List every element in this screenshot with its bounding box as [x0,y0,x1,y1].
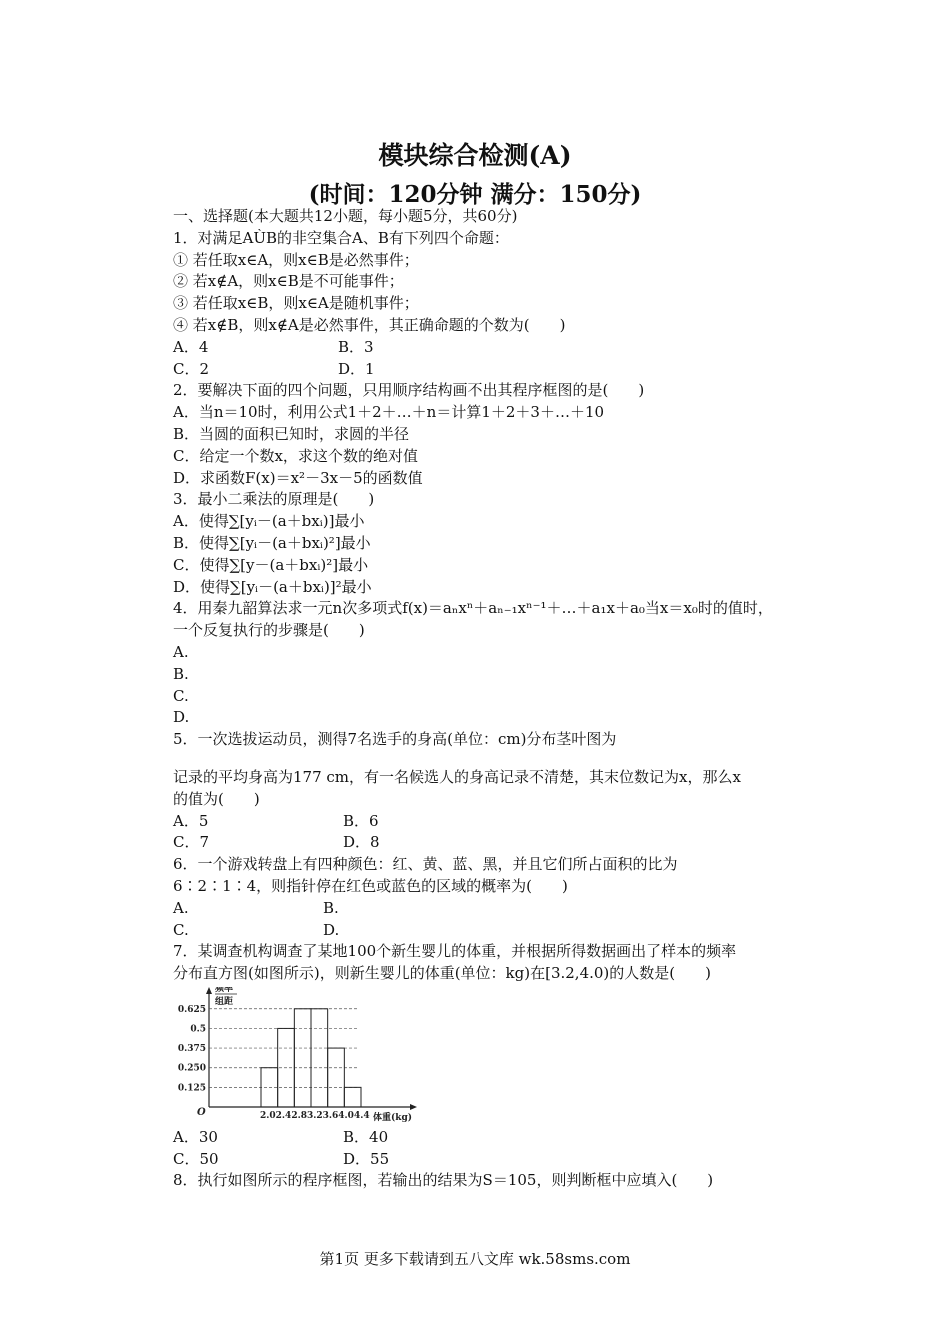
y-axis-label-top: 频率 [215,986,234,994]
y-tick-label: 0.375 [177,1043,206,1054]
x-axis-label: 体重(kg) [373,1112,413,1123]
histogram-svg [173,987,433,1127]
q4-option-d: D. [173,708,190,727]
q5-option-c: C．7 [173,833,210,852]
y-tick-label: 0.5 [190,1024,206,1035]
q5-option-a: A．5 [173,811,209,830]
histogram-bar [344,1087,361,1107]
q7-option-a: A．30 [173,1127,218,1146]
q6-option-c: C. [173,920,189,939]
q4-option-b: B. [173,664,189,683]
q3-stem: 3．最小二乘法的原理是( ) [173,490,375,509]
q1-options-ab [173,337,823,359]
y-axis-label-bottom: 组距 [215,996,234,1007]
q2-option-c: C．给定一个数x，求这个数的绝对值 [173,446,418,465]
q5-stem-line-2: 记录的平均身高为177 cm，有一名候选人的身高记录不清楚，其末位数记为x，那么x [173,767,741,786]
q4-stem-line-2: 一个反复执行的步骤是( ) [173,621,365,640]
q4-option-c: C. [173,686,189,705]
q7-option-b: B．40 [343,1127,389,1146]
q2-option-d: D．求函数F(x)＝x²－3x－5的函数值 [173,468,423,487]
section-heading: 一、选择题(本大题共12小题，每小题5分，共60分) [173,207,518,225]
page-footer: 第1页 更多下载请到五八文库 wk.58sms.com [319,1250,631,1268]
q8-stem: 8．执行如图所示的程序框图，若输出的结果为S＝105，则判断框中应填入( ) [173,1171,714,1190]
q5-stem-line-3: 的值为( ) [173,789,260,808]
q7-stem: 7．某调查机构调查了某地100个新生婴儿的体重，并根据所得数据画出了样本的频率 [173,942,737,961]
document-subtitle: (时间：120分钟 满分：150分) [308,181,642,208]
y-axis-arrow [206,987,212,994]
q1-statement-4: ④ 若x∉B，则x∉A是必然事件，其正确命题的个数为( ) [173,315,566,334]
q2-stem: 2．要解决下面的四个问题，只用顺序结构画不出其程序框图的是( ) [173,381,645,400]
histogram-bar [311,1009,328,1107]
y-tick-label: 0.125 [177,1083,206,1094]
q2-option-a: A．当n＝10时，利用公式1＋2＋…＋n＝计算1＋2＋3＋…＋10 [173,403,605,422]
q3-option-a: A．使得∑[yᵢ－(a＋bxᵢ)]最小 [173,512,365,531]
q6-options-ab [173,898,823,920]
q4-option-a: A. [173,642,189,661]
histogram-bar [328,1048,345,1107]
q7-option-c: C．50 [173,1149,219,1168]
q5-option-d: D．8 [343,833,380,852]
q3-option-b: B．使得∑[yᵢ－(a＋bxᵢ)²]最小 [173,533,371,552]
q5-stem: 5．一次选拔运动员，测得7名选手的身高(单位：cm)分布茎叶图为 [173,730,617,749]
document-title: 模块综合检测(A) [378,141,572,170]
exam-body [173,206,823,1192]
x-axis-arrow [410,1104,417,1110]
q1-statement-2: ② 若x∉A，则x∈B是不可能事件； [173,272,404,291]
x-tick-labels: 2.02.42.83.23.64.04.4 [260,1110,370,1121]
y-tick-label: 0.625 [177,1004,206,1015]
q1-option-c: C．2 [173,359,210,378]
histogram-bar [294,1009,311,1107]
q3-option-c: C．使得∑[y－(a＋bxᵢ)²]最小 [173,555,369,574]
q4-stem-line-1: 4．用秦九韶算法求一元n次多项式f(x)＝aₙxⁿ＋aₙ₋₁xⁿ⁻¹＋…＋a₁x＋a₀当x＝x₀时的值时， [173,599,773,618]
histogram-figure [173,987,433,1127]
q6-options-cd [173,920,823,942]
q6-option-a: A. [173,898,189,917]
q1-statement-3: ③ 若任取x∈B，则x∈A是随机事件； [173,294,419,313]
q2-option-b: B．当圆的面积已知时，求圆的半径 [173,424,410,443]
q5-options-ab [173,811,823,833]
origin-label: O [197,1106,206,1118]
q6-stem: 6．一个游戏转盘上有四种颜色：红、黄、蓝、黑，并且它们所占面积的比为 [173,855,678,874]
q1-option-d: D．1 [338,359,375,378]
q6-option-b: B. [323,898,339,917]
q5-options-cd [173,832,823,854]
q7-options-ab [173,1127,823,1149]
q7-stem-line-2: 分布直方图(如图所示)，则新生婴儿的体重(单位：kg)在[3.2,4.0)的人数是( ) [173,964,711,983]
q7-option-d: D．55 [343,1149,390,1168]
q1-stem: 1．对满足AÙB的非空集合A、B有下列四个命题： [173,228,509,247]
q3-option-d: D．使得∑[yᵢ－(a＋bxᵢ)]²最小 [173,577,372,596]
q1-option-a: A．4 [173,337,209,356]
q6-option-d: D. [323,920,340,939]
q5-option-b: B．6 [343,811,379,830]
y-tick-label: 0.250 [177,1063,206,1074]
q1-statement-1: ① 若任取x∈A，则x∈B是必然事件； [173,250,419,269]
q1-options-cd [173,359,823,381]
q7-options-cd [173,1149,823,1171]
q1-option-b: B．3 [338,337,374,356]
q6-stem-line-2: 6∶2∶1∶4，则指针停在红色或蓝色的区域的概率为( ) [173,876,568,895]
q5-stem-leaf-placeholder [173,751,823,767]
